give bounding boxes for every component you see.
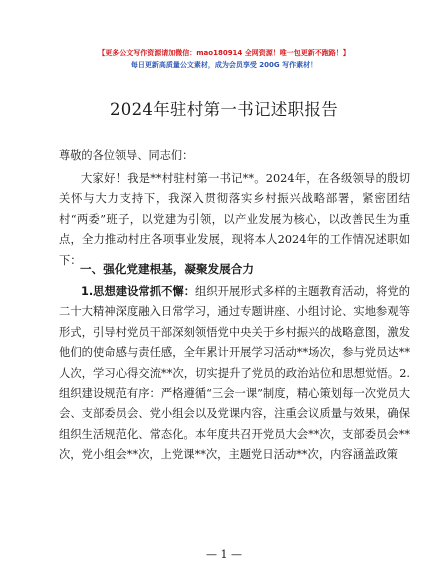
promo-banner-line2: 每日更新高质量公文素材，成为会员享受 200G 写作素材！ [130, 61, 318, 69]
intro-paragraph: 大家好！我是**村驻村第一书记**。2024年，在各级领导的殷切关怀与大力支持下，我深入贯彻落实乡村振兴战略部署，紧密团结村“两委”班子，以党建为引领，以产业发展为核心，以改善民生为重点，全力推动村庄各项事业发展，现将本人2024年的工作情况述职如下： [59, 172, 410, 267]
body-paragraph [59, 282, 410, 466]
promo-banner-line1: 【更多公文写作资源请加微信：mao180914 全网资源！唯一包更新不跑路！】 [98, 49, 350, 57]
page-number: — 1 — [206, 548, 242, 561]
salutation: 尊敬的各位领导、同志们： [59, 149, 194, 162]
paragraph-lead: 1.思想建设常抓不懈： [81, 285, 196, 298]
paragraph-text: 组织开展形式多样的主题教育活动，将党的二十大精神深度融入日常学习，通过专题讲座、小组讨论、实地参观等形式，引导村党员干部深刻领悟党中央关于乡村振兴的战略意图，激发他们的使命感与责任感，全年累计开展学习活动**场次，参与党员达**人次，学习心得交流**次，切实提升了党员的政治站位和思想觉悟。2.组织建设规范有序：严格遵循“三会一课”制度，精心策划每一次党员大会、支部委员会、党小组会以及党课内容，注重会议质量与效果，确保组织生活规范化、常态化。本年度共召开党员大会**次，支部委员会**次，党小组会**次，上党课**次，主题党日活动**次，内容涵盖政策 [59, 285, 410, 462]
section-heading: 一、强化党建根基，凝聚发展合力 [80, 262, 254, 276]
document-title: 2024年驻村第一书记述职报告 [110, 100, 338, 119]
